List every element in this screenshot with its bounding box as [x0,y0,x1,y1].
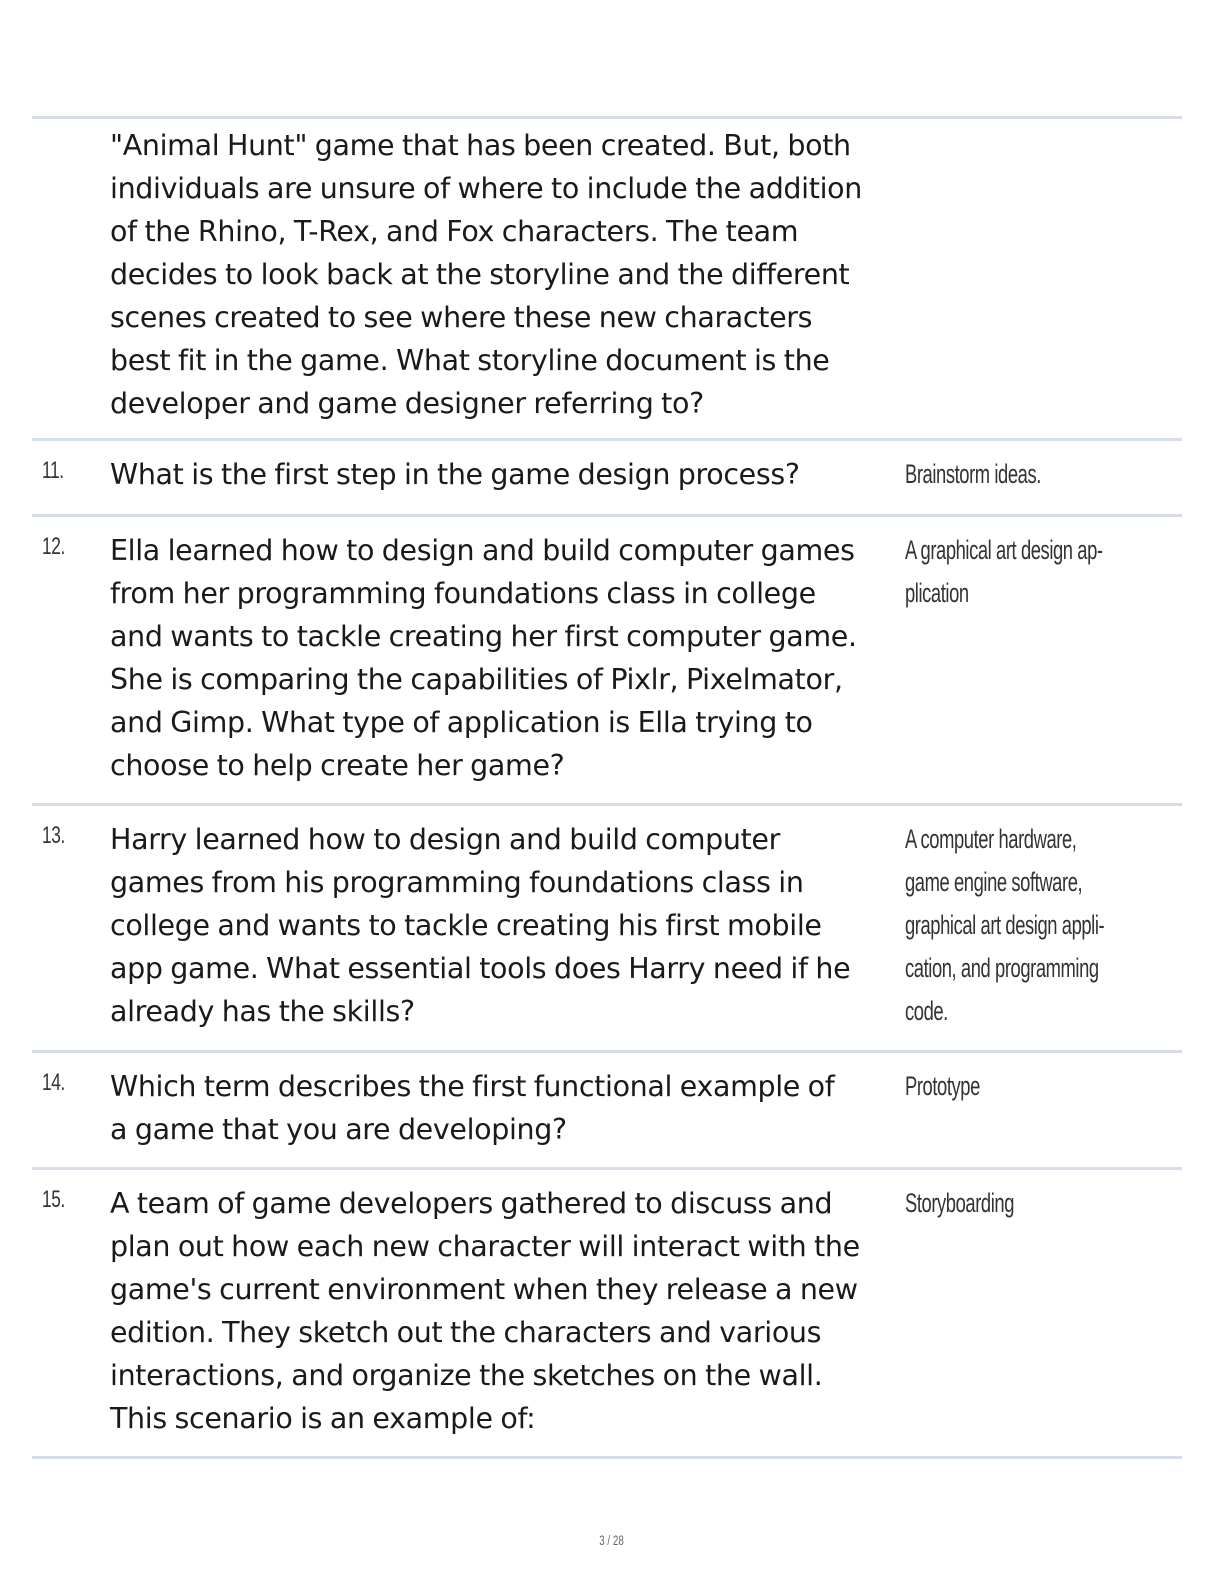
question-text: Ella learned how to design and build computer games from her programming foundations class in college and wants to tackle creating her first computer game. She is comparing the capabilities of Pixlr, Pixelmator, and Gimp. What type of application is Ella trying to choose to help create her game? [110,534,857,782]
answer-text: A computer hardware, game engine software, graphical art design appli- cation, and programming code. [905,824,1105,1026]
table-row [32,517,1182,803]
question-number: 12. [42,533,65,560]
qa-table [32,116,1182,1459]
row-divider [32,1456,1182,1459]
table-row [32,119,1182,438]
answer-text: A graphical art design ap- plication [905,535,1103,608]
answer-text: Brainstorm ideas. [905,459,1041,489]
question-number: 11. [42,457,64,484]
table-row [32,1053,1182,1167]
question-text: What is the first step in the game design process? [110,458,800,491]
table-row [32,806,1182,1050]
question-number: 13. [42,822,65,849]
answer-text: Storyboarding [905,1188,1015,1218]
question-text: Which term describes the first functional example of a game that you are developing? [110,1070,835,1146]
question-number: 14. [42,1069,65,1096]
page-indicator: 3 / 28 [599,1532,625,1548]
answer-text: Prototype [905,1071,980,1101]
question-text: Harry learned how to design and build computer games from his programming foundations class in college and wants to tackle creating his first mobile app game. What essential tools does Harry need if he already has the skills? [110,823,851,1028]
question-text: "Animal Hunt" game that has been created. But, both individuals are unsure of where to include the addition of the Rhino, T-Rex, and Fox characters. The team decides to look back at the storyline and the different scenes created to see where these new characters best fit in the game. What storyline document is the developer and game designer referring to? [110,129,862,420]
table-row [32,1170,1182,1456]
question-text: A team of game developers gathered to discuss and plan out how each new character will interact with the game's current environment when they release a new edition. They sketch out the characters and various interactions, and organize the sketches on the wall. This scenario is an example of: [110,1187,860,1435]
table-row [32,441,1182,514]
question-number: 15. [42,1186,65,1213]
